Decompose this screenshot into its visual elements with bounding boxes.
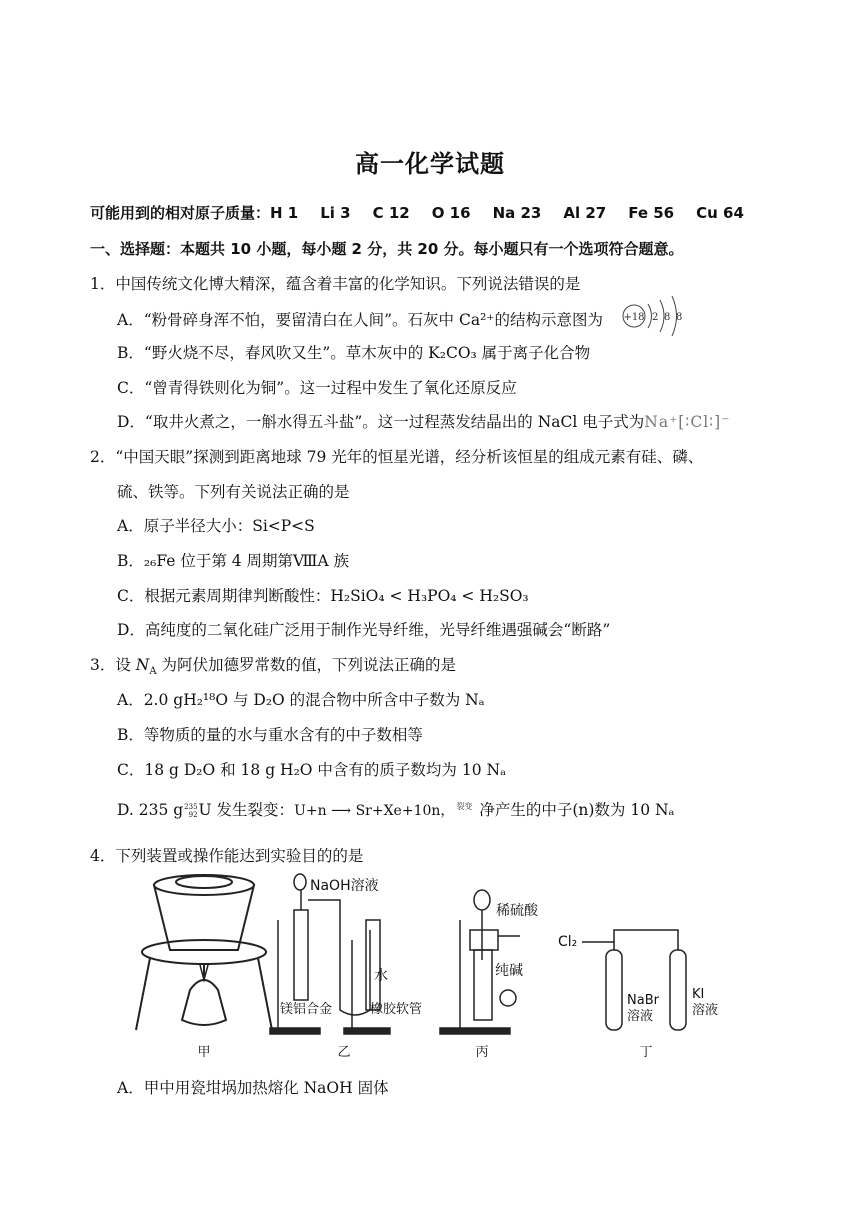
atomic-mass-item: H 1 <box>270 204 299 222</box>
section-heading: 一、选择题：本题共 10 小题，每小题 2 分，共 20 分。每小题只有一个选项符合题意。 <box>90 240 684 258</box>
label-nabr: NaBr <box>627 993 659 1008</box>
q2-stem-line1: 2．“中国天眼”探测到距离地球 79 光年的恒星光谱，经分析该恒星的组成元素有硅、磷、 <box>90 448 704 466</box>
q4-stem: 4．下列装置或操作能达到实验目的的是 <box>90 847 364 865</box>
q3-stem-pre: 3．设 <box>90 656 136 674</box>
label-naoh: NaOH溶液 <box>310 878 379 894</box>
q3-na-symbol: N <box>135 656 150 674</box>
label-ki-solution: 溶液 <box>692 1003 719 1018</box>
q1-stem: 1．中国传统文化博大精深，蕴含着丰富的化学知识。下列说法错误的是 <box>90 275 581 293</box>
q1-option-c: C．“曾青得铁则化为铜”。这一过程中发生了氧化还原反应 <box>117 379 517 397</box>
atomic-mass-item: Cu 64 <box>696 204 744 222</box>
q3-d-post: 净产生的中子(n)数为 10 Nₐ <box>474 801 675 819</box>
q3-option-c: C．18 g D₂O 和 18 g H₂O 中含有的质子数均为 10 Nₐ <box>117 761 507 779</box>
q4-option-a: A．甲中用瓷坩埚加热熔化 NaOH 固体 <box>117 1079 389 1097</box>
q3-stem-post: 为阿伏加德罗常数的值，下列说法正确的是 <box>156 656 457 674</box>
q2-option-c: C．根据元素周期律判断酸性：H₂SiO₄ < H₃PO₄ < H₂SO₃ <box>117 587 529 605</box>
shell-count-2: 8 <box>663 312 671 323</box>
apparatus-yi <box>270 874 422 1034</box>
shell-count-3: 8 <box>675 312 683 323</box>
label-water: 水 <box>374 968 388 984</box>
label-yi: 乙 <box>337 1045 351 1060</box>
label-cl2: Cl₂ <box>558 934 578 950</box>
ca-ion-structure-diagram <box>618 296 688 336</box>
apparatus-figure <box>130 870 750 1069</box>
q3-d-arrow-label: 裂变 <box>456 801 473 811</box>
q3-d-mid: 发生裂变： <box>211 801 295 819</box>
atomic-mass-item: O 16 <box>431 204 471 222</box>
q3-stem <box>90 653 456 677</box>
q2-option-a: A．原子半径大小：Si<P<S <box>117 517 315 535</box>
label-jia: 甲 <box>197 1045 211 1060</box>
q3-option-d: D. 235 g235 92U 发生裂变：U+n ⟶ Sr+Xe+10n， $^{裂变}$ 净产生的中子(n)数为 10 Nₐ <box>117 801 675 819</box>
atomic-mass-item: Li 3 <box>320 204 351 222</box>
atomic-mass-item: C 12 <box>372 204 410 222</box>
q3-na-subscript: A <box>149 666 157 678</box>
label-bing: 丙 <box>475 1045 489 1060</box>
q2-option-d: D．高纯度的二氧化硅广泛用于制作光导纤维，光导纤维遇强碱会“断路” <box>117 621 611 639</box>
label-soda: 纯碱 <box>495 963 523 979</box>
page-title: 高一化学试题 <box>355 150 505 178</box>
nucleus-label: +18 <box>623 312 645 323</box>
label-nabr-solution: 溶液 <box>627 1009 654 1024</box>
label-ding: 丁 <box>639 1045 653 1060</box>
nacl-electron-formula: Na⁺[∶Cl∶]⁻ <box>644 413 731 431</box>
shell-count-1: 2 <box>651 312 659 323</box>
label-acid: 稀硫酸 <box>496 903 538 919</box>
q1-option-b: B．“野火烧不尽，春风吹又生”。草木灰中的 K₂CO₃ 属于离子化合物 <box>117 344 591 362</box>
q1-option-a <box>117 306 688 336</box>
apparatus-jia <box>136 875 272 1030</box>
q3-d-equation: U+n ⟶ Sr+Xe+10n， <box>294 803 455 819</box>
atomic-mass-item: Fe 56 <box>628 204 675 222</box>
atomic-mass-list <box>270 204 766 222</box>
atomic-mass-item: Al 27 <box>563 204 607 222</box>
q3-d-uranium: U <box>198 801 212 819</box>
q3-d-pre: D. 235 g <box>117 801 184 819</box>
q2-stem-line2: 硫、铁等。下列有关说法正确的是 <box>117 483 350 501</box>
atomic-mass-label: 可能用到的相对原子质量： <box>90 204 271 222</box>
atomic-mass-line <box>90 202 766 223</box>
atomic-mass-item: Na 23 <box>492 204 542 222</box>
q1-option-d-text: D．“取井火煮之，一斛水得五斗盐”。这一过程蒸发结晶出的 NaCl 电子式为 <box>117 413 645 431</box>
apparatus-bing <box>440 890 539 1034</box>
q3-option-b: B．等物质的量的水与重水含有的中子数相等 <box>117 726 423 744</box>
q1-option-a-text: A．“粉骨碎身浑不怕，要留清白在人间”。石灰中 Ca²⁺的结构示意图为 <box>117 311 603 329</box>
label-rubber: 橡胶软管 <box>370 1002 423 1017</box>
q2-option-b: B．₂₆Fe 位于第 4 周期第ⅧA 族 <box>117 552 350 570</box>
q3-option-a: A．2.0 gH₂¹⁸O 与 D₂O 的混合物中所含中子数为 Nₐ <box>117 691 485 709</box>
apparatus-ding <box>558 930 718 1030</box>
q1-option-d <box>117 410 730 432</box>
label-mgal: 镁铝合金 <box>280 1002 333 1017</box>
label-ki: KI <box>692 987 705 1002</box>
